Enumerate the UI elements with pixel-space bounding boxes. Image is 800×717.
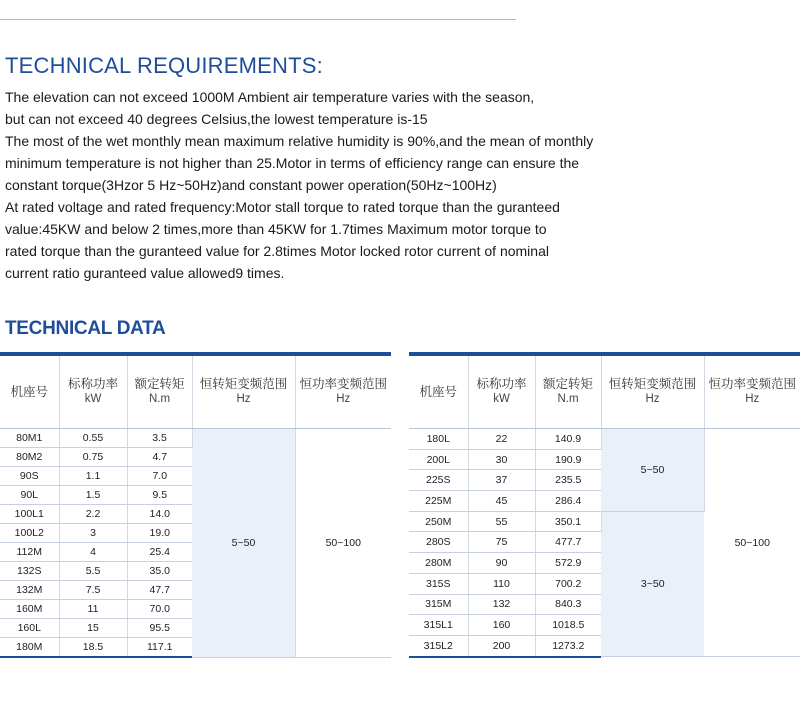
- header-power-label: 标称功率: [67, 377, 118, 391]
- power-cell: 90: [468, 553, 535, 574]
- header-torque-label: 额定转矩: [134, 377, 185, 391]
- header-cp-range: [295, 354, 391, 429]
- frame-cell: 180M: [0, 638, 59, 658]
- header-power-unit: kW: [493, 393, 510, 405]
- frame-cell: 315L1: [409, 615, 468, 636]
- torque-cell: 572.9: [535, 553, 601, 574]
- torque-cell: 190.9: [535, 449, 601, 470]
- header-ct-range-label: 恒转矩变频范围: [608, 377, 697, 391]
- header-power: [468, 354, 535, 429]
- frame-cell: 280M: [409, 553, 468, 574]
- requirement-line: current ratio guranteed value allowed9 times.: [5, 265, 285, 281]
- header-frame: [409, 354, 468, 429]
- header-torque-unit: N.m: [148, 393, 171, 405]
- frame-cell: 160M: [0, 600, 59, 619]
- header-cp-range-unit: Hz: [745, 393, 760, 405]
- header-ct-range-unit: Hz: [236, 393, 251, 405]
- ct-range-cell: 3~50: [601, 511, 704, 656]
- power-cell: 3: [59, 524, 127, 543]
- header-frame-label: 机座号: [419, 384, 457, 399]
- torque-cell: 117.1: [127, 638, 192, 658]
- power-cell: 37: [468, 470, 535, 491]
- frame-cell: 132S: [0, 562, 59, 581]
- header-power-unit: kW: [84, 393, 102, 405]
- frame-cell: 315M: [409, 594, 468, 615]
- top-divider: [0, 19, 516, 20]
- torque-cell: 9.5: [127, 486, 192, 505]
- ct-range-cell: 5~50: [192, 429, 295, 658]
- table-row: [409, 429, 800, 450]
- frame-cell: 280S: [409, 532, 468, 553]
- requirement-line: constant torque(3Hzor 5 Hz~50Hz)and constant power operation(50Hz~100Hz): [5, 177, 497, 193]
- torque-cell: 47.7: [127, 581, 192, 600]
- header-power: [59, 354, 127, 429]
- header-cp-range-unit: Hz: [336, 393, 351, 405]
- torque-cell: 95.5: [127, 619, 192, 638]
- torque-cell: 70.0: [127, 600, 192, 619]
- frame-cell: 80M1: [0, 429, 59, 448]
- power-cell: 30: [468, 449, 535, 470]
- header-frame: [0, 354, 59, 429]
- power-cell: 18.5: [59, 638, 127, 658]
- frame-cell: 100L2: [0, 524, 59, 543]
- table-row: [0, 429, 391, 448]
- table-header-row: [409, 354, 800, 429]
- power-cell: 132: [468, 594, 535, 615]
- header-ct-range-label: 恒转矩变频范围: [199, 377, 288, 391]
- frame-cell: 112M: [0, 543, 59, 562]
- requirements-title: TECHNICAL REQUIREMENTS:: [5, 53, 323, 78]
- header-torque-label: 额定转矩: [542, 377, 593, 391]
- requirement-line: The most of the wet monthly mean maximum relative humidity is 90%,and the mean of monthly: [5, 133, 594, 149]
- cp-range-cell: 50~100: [704, 429, 800, 657]
- power-cell: 0.55: [59, 429, 127, 448]
- frame-cell: 80M2: [0, 448, 59, 467]
- header-cp-range-label: 恒功率变频范围: [299, 377, 387, 391]
- power-cell: 1.5: [59, 486, 127, 505]
- torque-cell: 35.0: [127, 562, 192, 581]
- frame-cell: 225S: [409, 470, 468, 491]
- torque-cell: 1018.5: [535, 615, 601, 636]
- requirement-line: but can not exceed 40 degrees Celsius,the lowest temperature is-15: [5, 111, 428, 127]
- requirement-line: At rated voltage and rated frequency:Motor stall torque to rated torque than the guranteed: [5, 199, 560, 215]
- power-cell: 2.2: [59, 505, 127, 524]
- frame-cell: 250M: [409, 511, 468, 532]
- header-power-label: 标称功率: [476, 377, 527, 391]
- power-cell: 15: [59, 619, 127, 638]
- frame-cell: 180L: [409, 429, 468, 450]
- torque-cell: 14.0: [127, 505, 192, 524]
- torque-cell: 140.9: [535, 429, 601, 450]
- requirement-line: The elevation can not exceed 1000M Ambient air temperature varies with the season,: [5, 89, 535, 105]
- torque-cell: 350.1: [535, 511, 601, 532]
- power-cell: 200: [468, 635, 535, 656]
- power-cell: 7.5: [59, 581, 127, 600]
- header-torque-unit: N.m: [557, 393, 579, 405]
- frame-cell: 225M: [409, 491, 468, 512]
- header-cp-range-label: 恒功率变频范围: [708, 377, 796, 391]
- power-cell: 4: [59, 543, 127, 562]
- requirement-line: rated torque than the guranteed value for 2.8times Motor locked rotor current of nominal: [5, 243, 549, 259]
- power-cell: 11: [59, 600, 127, 619]
- frame-cell: 132M: [0, 581, 59, 600]
- frame-cell: 160L: [0, 619, 59, 638]
- header-ct-range-unit: Hz: [645, 393, 660, 405]
- frame-cell: 90L: [0, 486, 59, 505]
- header-frame-label: 机座号: [10, 384, 48, 399]
- torque-cell: 286.4: [535, 491, 601, 512]
- technical-data-title: TECHNICAL DATA: [5, 318, 166, 339]
- torque-cell: 7.0: [127, 467, 192, 486]
- header-cp-range: [704, 354, 800, 429]
- power-cell: 110: [468, 573, 535, 594]
- requirements-text: [5, 86, 645, 284]
- cp-range-cell: 50~100: [295, 429, 391, 658]
- torque-cell: 477.7: [535, 532, 601, 553]
- torque-cell: 840.3: [535, 594, 601, 615]
- frame-cell: 315L2: [409, 635, 468, 656]
- torque-cell: 3.5: [127, 429, 192, 448]
- power-cell: 5.5: [59, 562, 127, 581]
- power-cell: 0.75: [59, 448, 127, 467]
- power-cell: 160: [468, 615, 535, 636]
- header-torque: [127, 354, 192, 429]
- frame-cell: 100L1: [0, 505, 59, 524]
- frame-cell: 90S: [0, 467, 59, 486]
- power-cell: 1.1: [59, 467, 127, 486]
- torque-cell: 19.0: [127, 524, 192, 543]
- power-cell: 55: [468, 511, 535, 532]
- power-cell: 22: [468, 429, 535, 450]
- torque-cell: 25.4: [127, 543, 192, 562]
- table-header-row: [0, 354, 391, 429]
- ct-range-cell: 5~50: [601, 429, 704, 512]
- frame-cell: 200L: [409, 449, 468, 470]
- requirement-line: value:45KW and below 2 times,more than 45KW for 1.7times Maximum motor torque to: [5, 221, 547, 237]
- power-cell: 75: [468, 532, 535, 553]
- power-cell: 45: [468, 491, 535, 512]
- torque-cell: 4.7: [127, 448, 192, 467]
- header-torque: [535, 354, 601, 429]
- spec-table-right: [409, 352, 800, 658]
- frame-cell: 315S: [409, 573, 468, 594]
- torque-cell: 700.2: [535, 573, 601, 594]
- spec-table-left: [0, 352, 391, 658]
- requirement-line: minimum temperature is not higher than 25.Motor in terms of efficiency range can ensure the: [5, 155, 580, 171]
- header-ct-range: [601, 354, 704, 429]
- torque-cell: 1273.2: [535, 635, 601, 656]
- torque-cell: 235.5: [535, 470, 601, 491]
- header-ct-range: [192, 354, 295, 429]
